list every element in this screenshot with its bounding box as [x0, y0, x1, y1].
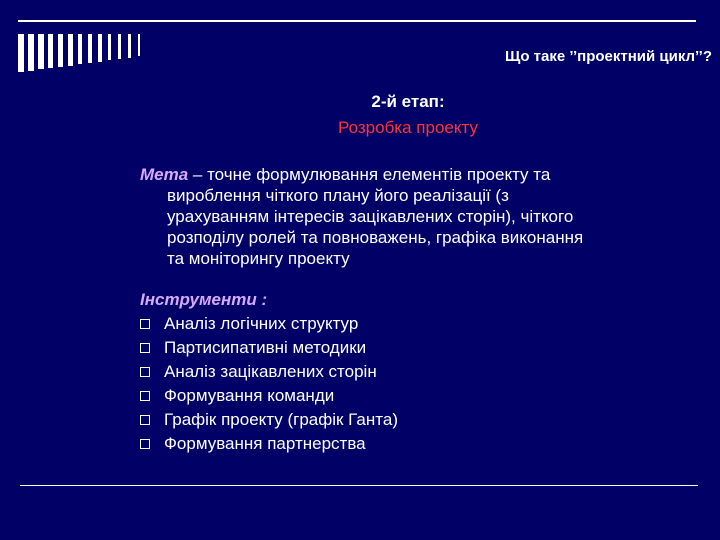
tools-item-label: Формування партнерства: [164, 434, 366, 453]
goal-first-line: [140, 164, 680, 185]
tools-item-label: Аналіз логічних структур: [164, 314, 359, 333]
hollow-square-icon: [140, 343, 150, 353]
goal-term: Мета: [140, 165, 189, 184]
tools-list-item: [140, 312, 398, 336]
tools-heading: Інструменти :: [140, 290, 268, 309]
goal-line: урахуванням інтересів зацікавлених сторін), чіткого: [167, 207, 574, 226]
stage-name: Розробка проекту: [338, 118, 478, 137]
stage-number: 2-й етап:: [371, 92, 445, 111]
goal-paragraph: [140, 164, 680, 269]
decorative-bar: [18, 34, 24, 72]
hollow-square-icon: [140, 367, 150, 377]
decorative-bar: [108, 34, 111, 60]
decorative-bar: [88, 34, 92, 63]
tools-item-label: Формування команди: [164, 386, 335, 405]
decorative-bar: [78, 34, 82, 64]
decorative-bar: [48, 34, 53, 68]
hollow-square-icon: [140, 391, 150, 401]
tools-item-label: Партисипативні методики: [164, 338, 367, 357]
hollow-square-icon: [140, 319, 150, 329]
top-divider: [18, 20, 696, 22]
tools-list-item: [140, 408, 398, 432]
tools-list-item: [140, 384, 398, 408]
decorative-bar: [38, 34, 44, 69]
decorative-bar: [98, 34, 102, 62]
decorative-bar: [128, 34, 131, 58]
bottom-divider: [20, 485, 698, 486]
goal-line: розподілу ролей та повноважень, графіка виконання: [167, 228, 584, 247]
goal-first-line-text: – точне формулювання елементів проекту та: [188, 165, 551, 184]
tools-list-item: [140, 432, 398, 456]
tools-list-item: [140, 336, 398, 360]
decorative-bar: [58, 34, 63, 67]
decorative-bar: [138, 34, 140, 56]
tools-item-label: Аналіз зацікавлених сторін: [164, 362, 377, 381]
tools-item-label: Графік проекту (графік Ганта): [164, 410, 398, 429]
decorative-bar: [68, 34, 73, 66]
goal-line: та моніторингу проекту: [167, 249, 350, 268]
slide-header: Що таке ’’проектний цикл’’?: [505, 48, 712, 65]
decorative-bar: [28, 34, 34, 71]
goal-line: вироблення чіткого плану його реалізації (з: [167, 186, 509, 205]
tools-list: [140, 312, 398, 456]
tools-list-item: [140, 360, 398, 384]
hollow-square-icon: [140, 415, 150, 425]
hollow-square-icon: [140, 439, 150, 449]
decorative-bar: [118, 34, 121, 59]
